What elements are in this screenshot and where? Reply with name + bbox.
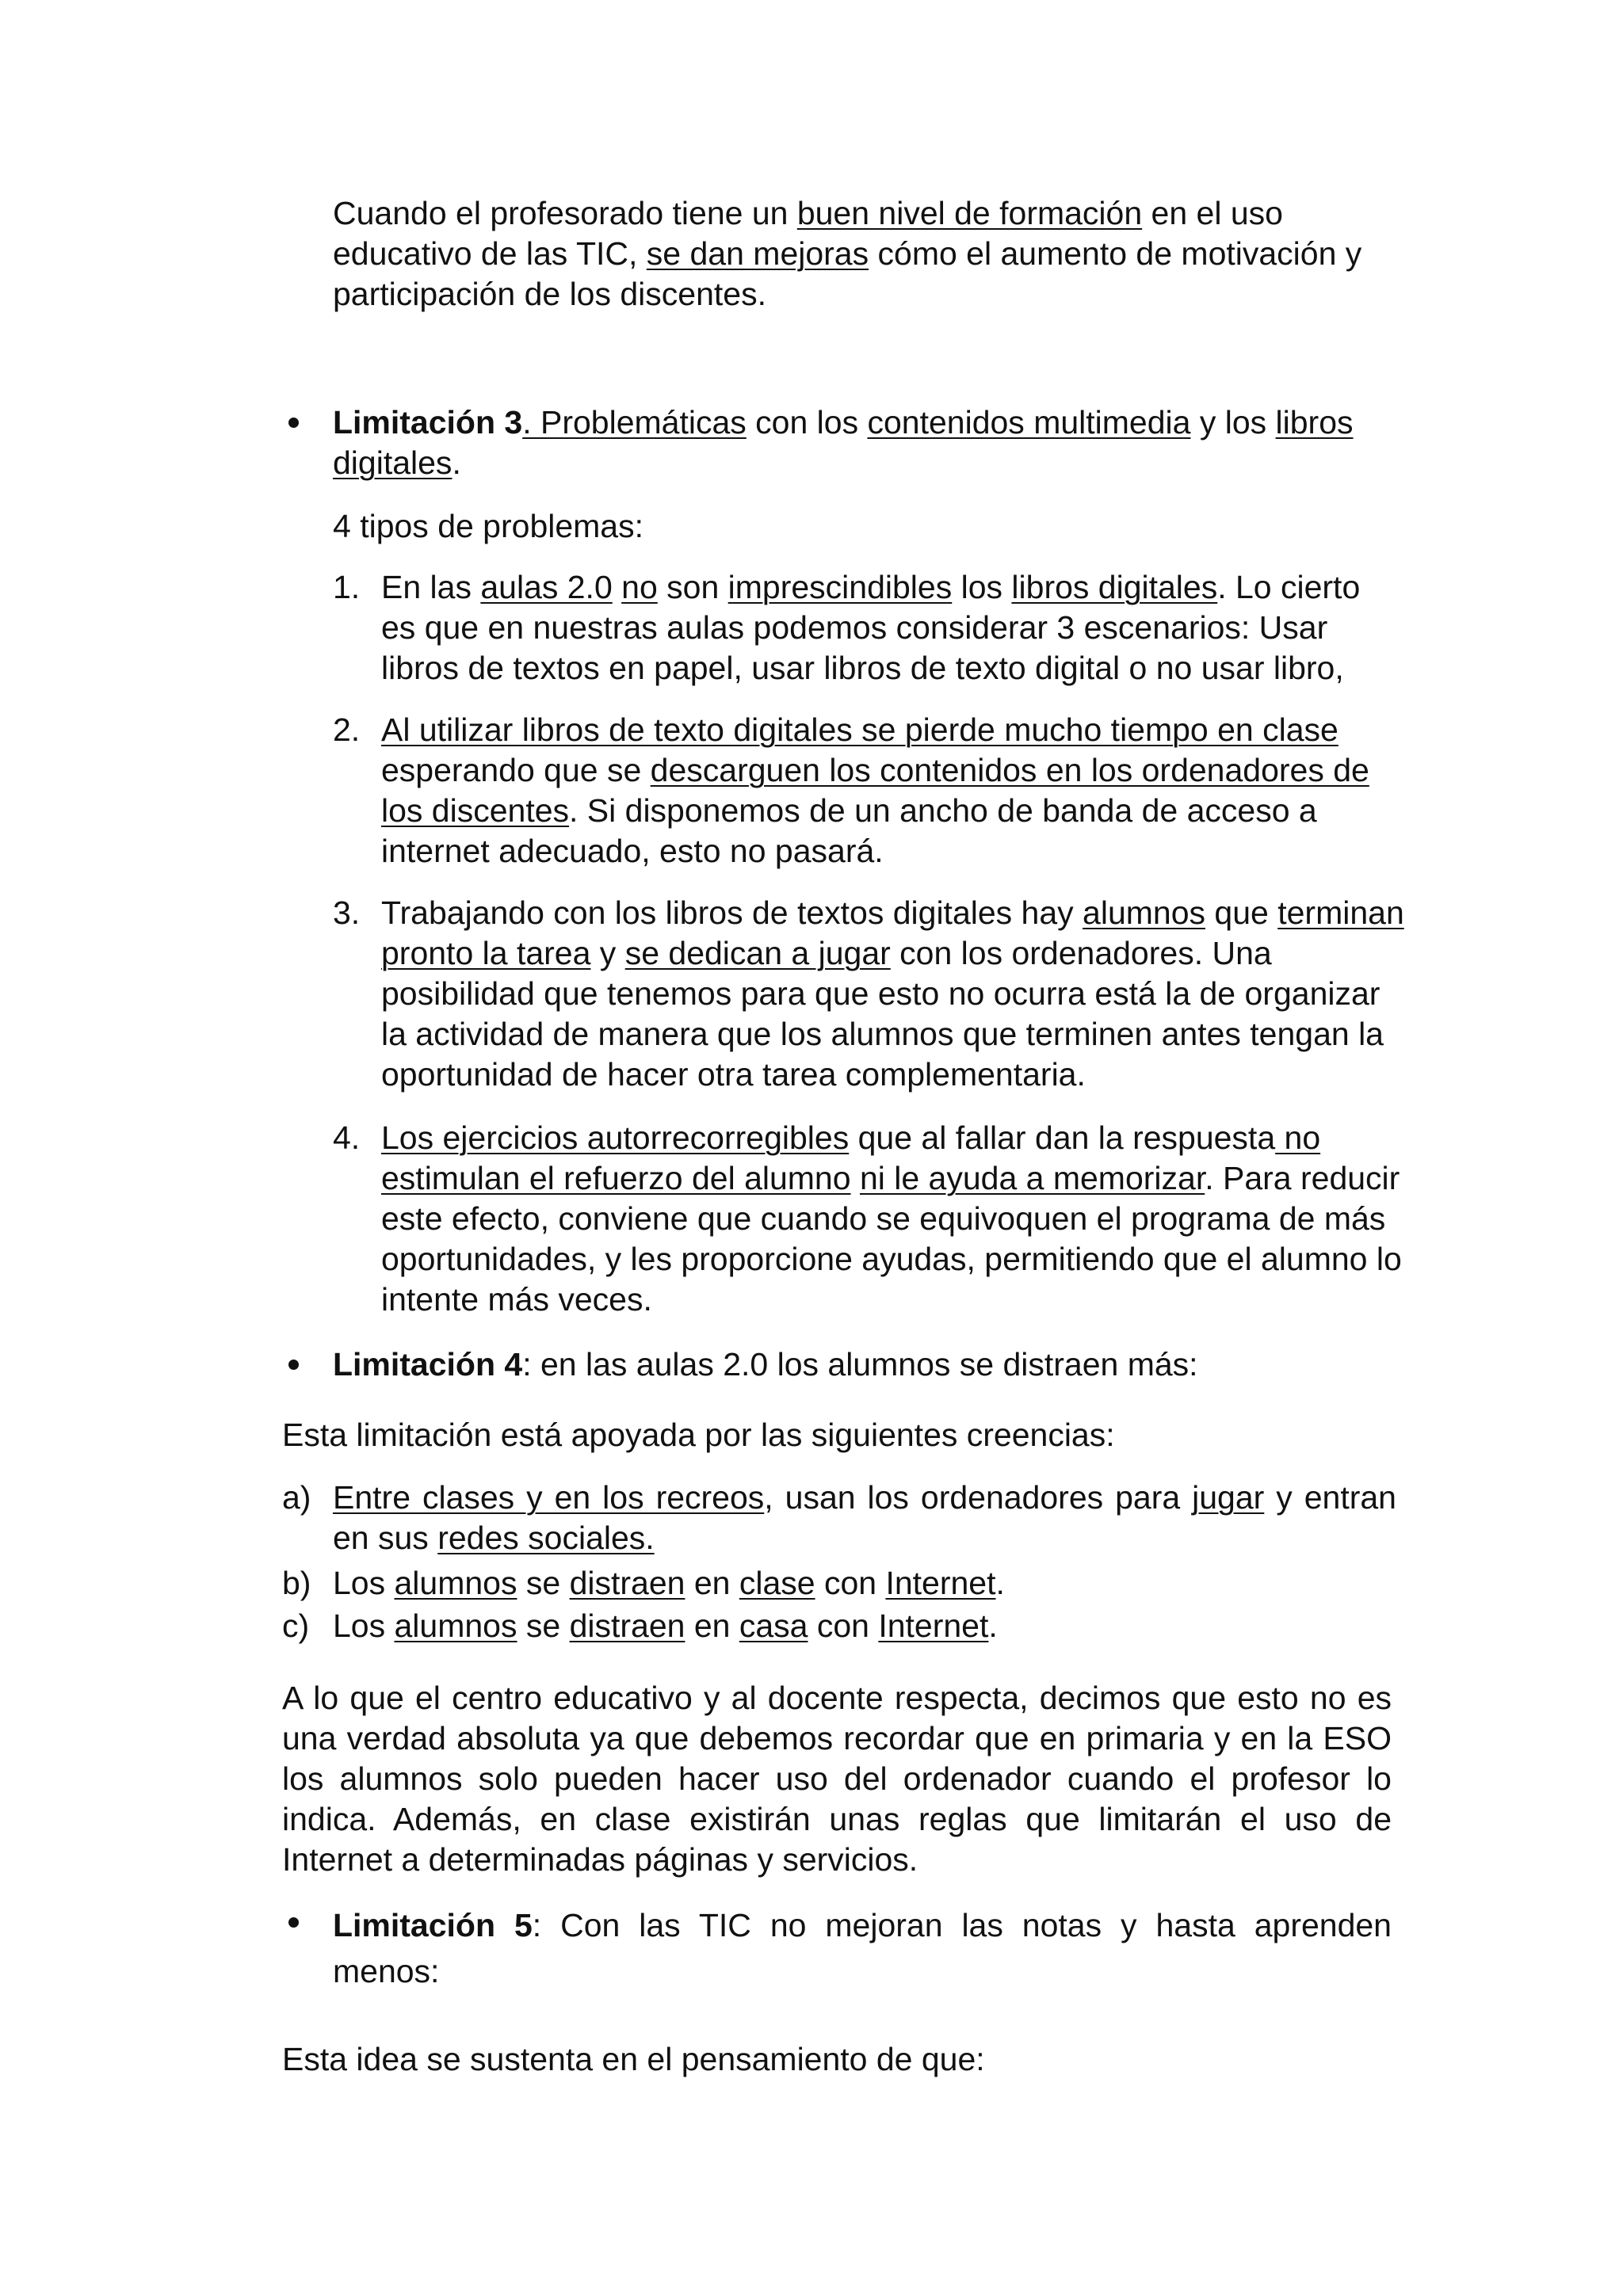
underlined-text: . Problemáticas [522,404,747,441]
list-item: Trabajando con los libros de textos digitales hay alumnos que terminan pronto la tarea y se dedican a jugar con los ordenadores. Una posibilidad que tenemos para que esto no ocurra está la de organizar la actividad de manera que los alumnos que terminen antes tengan la oportunidad de hacer otra tarea complementaria. [381,894,1404,1093]
underlined-text: libros digitales [333,404,1354,481]
underlined-text: buen nivel de formación [796,195,1143,231]
list-item: Los ejercicios autorrecorregibles que al fallar dan la respuesta no estimulan el refuerzo del alumno ni le ayuda a memorizar. Para reducir este efecto, conviene que cuando se equivoquen el programa de más oportunidades, y les proporcione ayudas, permitiendo que el alumno lo intente más veces. [381,1119,1402,1318]
bullet-icon [288,1360,299,1370]
list-letter: b) [282,1565,311,1601]
bullet-icon [288,418,299,428]
limitation-4-heading: Limitación 4: en las aulas 2.0 los alumnos se distraen más: [333,1346,1198,1383]
intro-paragraph: Cuando el profesorado tiene un buen nivel de formación en el uso educativo de las TIC, se dan mejoras cómo el aumento de motivación y participación de los discentes. [333,195,1362,312]
list-number: 3. [333,894,361,931]
problems-subtitle: 4 tipos de problemas: [333,508,644,544]
underlined-text: contenidos multimedia [867,404,1191,441]
bullet-icon [288,1917,299,1928]
list-letter: a) [282,1479,311,1516]
limitation-4-intro: Esta limitación está apoyada por las siguientes creencias: [282,1417,1115,1453]
limitation-5-heading: Limitación 5: Con las TIC no mejoran las notas y hasta aprenden menos: [333,1907,1392,1989]
list-item: Entre clases y en los recreos, usan los ordenadores para jugar y entran en sus redes sociales. [333,1479,1396,1556]
list-item: Al utilizar libros de texto digitales se pierde mucho tiempo en clase esperando que se descarguen los contenidos en los ordenadores de los discentes. Si disponemos de un ancho de banda de acceso a internet adecuado, esto no pasará. [381,711,1369,869]
list-item: Los alumnos se distraen en casa con Internet. [333,1608,998,1644]
limitation-3-heading: Limitación 3. Problemáticas con los contenidos multimedia y los libros digitales. [333,404,1354,481]
closing-line: Esta idea se sustenta en el pensamiento de que: [282,2041,985,2077]
list-number: 4. [333,1119,361,1156]
list-item: Los alumnos se distraen en clase con Internet. [333,1565,1005,1601]
list-item: En las aulas 2.0 no son imprescindibles los libros digitales. Lo cierto es que en nuestras aulas podemos considerar 3 escenarios: Usar libros de textos en papel, usar libros de texto digital o no usar libro, [381,569,1361,686]
list-number: 2. [333,711,361,748]
limitation-4-paragraph: A lo que el centro educativo y al docente respecta, decimos que esto no es una verdad absoluta ya que debemos recordar que en primaria y en la ESO los alumnos solo pueden hacer uso del ordenador cuando el profesor lo indica. Además, en clase existirán unas reglas que limitarán el uso de Internet a determinadas páginas y servicios. [282,1680,1392,1878]
underlined-text: se dan mejoras [646,235,869,272]
list-number: 1. [333,569,361,605]
list-letter: c) [282,1608,310,1644]
